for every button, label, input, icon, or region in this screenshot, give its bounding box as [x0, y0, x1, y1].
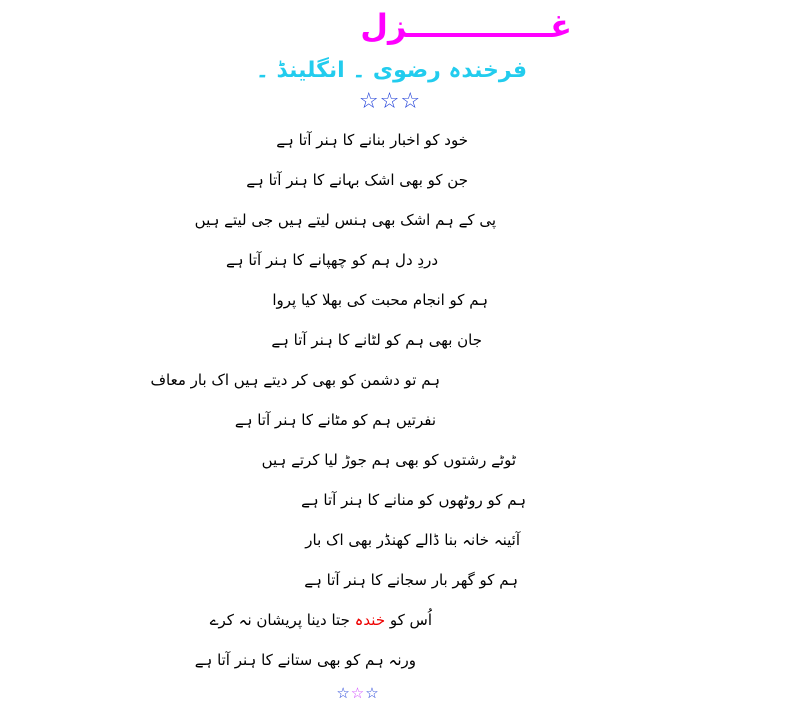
- poet-name: فرخندہ رضوی ۔ انگلینڈ ۔: [255, 58, 527, 83]
- verse-line-13: [0, 609, 432, 631]
- verse-line-1: خود کو اخبار بنانے کا ہنر آتا ہے: [276, 131, 468, 149]
- verse-line-12: ہم کو گھر بار سجانے کا ہنر آتا ہے: [304, 571, 518, 589]
- verse-line-10: ہم کو روٹھوں کو منانے کا ہنر آتا ہے: [301, 491, 526, 509]
- verse-line-6: جان بھی ہم کو لٹانے کا ہنر آتا ہے: [271, 331, 482, 349]
- verse-line-5: ہم کو انجام محبت کی بھلا کیا پروا: [272, 291, 488, 309]
- verse-line-13-start: اُس کو: [385, 611, 432, 629]
- star-icon: ☆: [336, 684, 351, 702]
- poet-pen-name-highlight: خندہ: [354, 611, 386, 629]
- stars-divider-top: ☆☆☆: [358, 89, 422, 114]
- verse-line-2: جن کو بھی اشک بہانے کا ہنر آتا ہے: [246, 171, 468, 189]
- verse-line-4: دردِ دل ہم کو چھپانے کا ہنر آتا ہے: [225, 251, 438, 269]
- verse-line-14: ورنہ ہم کو بھی ستانے کا ہنر آتا ہے: [194, 651, 416, 669]
- verse-line-3: پی کے ہم اشک بھی ہنس لیتے ہیں جی لیتے ہیں: [194, 211, 496, 229]
- star-icon: ☆: [350, 684, 366, 702]
- verse-line-13-end: جتا دینا پریشان نہ کرے: [209, 611, 355, 629]
- poem-title: غـــــــــــــزل: [360, 7, 572, 45]
- star-icon: ☆: [365, 684, 380, 702]
- verse-line-8: نفرتیں ہم کو مٹانے کا ہنر آتا ہے: [234, 411, 436, 429]
- verse-line-9: ٹوٹے رشتوں کو بھی ہم جوڑ لیا کرتے ہیں: [261, 451, 516, 469]
- verse-line-7: ہم تو دشمن کو بھی کر دیتے ہیں اک بار معاف: [150, 371, 440, 389]
- stars-divider-bottom: [326, 682, 390, 704]
- verse-line-11: آئینہ خانہ بنا ڈالے کھنڈر بھی اک بار: [305, 531, 520, 549]
